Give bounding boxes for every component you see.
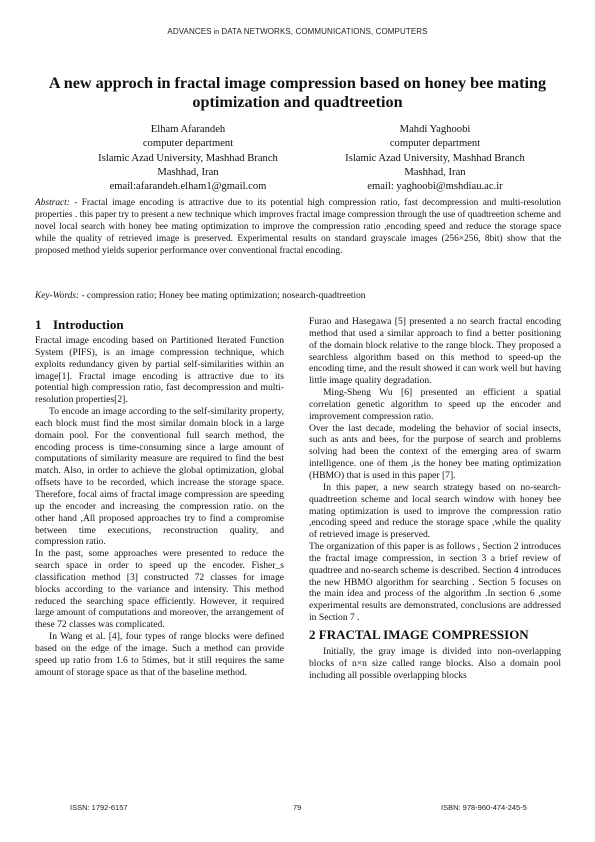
abstract-label: Abstract:: [35, 198, 70, 208]
abstract: [35, 198, 561, 258]
right-column: [309, 316, 561, 681]
keywords-text: - compression ratio; Honey bee mating optimization; nosearch-quadtreetion: [79, 291, 366, 301]
footer-page-number: 79: [293, 803, 302, 812]
paragraph: Over the last decade, modeling the behavior of social insects, such as ants and bees, for the purpose of search and problems solving had been the context of the emerging area of swarm intelligence. one of them ,is the honey bee mating optimization (HBMO) that is used in this paper [7].: [309, 422, 561, 481]
footer-isbn: ISBN: 978-960-474-245-5: [441, 803, 527, 812]
author-block-1: [68, 123, 308, 194]
author-block-2: [315, 123, 555, 194]
author-email: email:afarandeh.elham1@gmail.com: [109, 181, 267, 193]
author-city: Mashhad, Iran: [404, 166, 466, 178]
author-email: email: yaghoobi@mshdiau.ac.ir: [367, 181, 503, 193]
paragraph: In this paper, a new search strategy based on no-search-quadtreetion scheme and local search window with honey bee mating optimization is used to improve the compression ratio ,encoding speed and reduce the storage space ,while the quality of retrieved image is preserved.: [309, 481, 561, 541]
section-heading-introduction: 1 Introduction: [35, 317, 124, 332]
paragraph: To encode an image according to the self-similarity property, each block must find the most similar domain block in a large domain pool. For the conventional full search method, the encoding process is time-consuming since a large amount of computations of similarity measure are required to find the best match. Also, in order to achieve the global optimization, global offsets have to be recorded, which increase the storage space. Therefore, focal aims of fractal image compression are speeding up the encoder and increasing the compression ratio. on the other hand ,All proposed approaches try to find a compromise between time executions, reconstruction quality, and compression ratio.: [35, 406, 284, 548]
author-department: computer department: [389, 138, 481, 150]
author-university: Islamic Azad University, Mashhad Branch: [98, 152, 278, 164]
running-head: ADVANCES in DATA NETWORKS, COMMUNICATIONS, COMPUTERS: [167, 27, 428, 36]
author-name: Elham Afarandeh: [150, 124, 226, 135]
paragraph: Initially, the gray image is divided into non-overlapping blocks of n×n size called range blocks. Also a domain pool including all possible overlapping blocks: [309, 645, 561, 681]
paragraph: The organization of this paper is as follows , Section 2 introduces the fractal image compression, in section 3 a brief review of quadtree and no-search scheme is described. Section 4 introduces the new HBMO algorithm for searching . Section 5 focuses on the main idea and process of the algorithm .In section 6 ,some experimental results are demonstrated, conclusions are addressed in Section 7 .: [309, 541, 561, 624]
section-heading-fractal-image-compression: 2 FRACTAL IMAGE COMPRESSION: [309, 626, 529, 642]
paragraph: Fractal image encoding based on Partitioned Iterated Function System (PIFS), is an image compression technique, which exploits redundancy given by partial self-similarities within an image[1]. Fractal image encoding is attractive due to its potential high compression ratio, fast decompression and multi-resolution properties[2].: [35, 335, 284, 406]
author-university: Islamic Azad University, Mashhad Branch: [345, 152, 525, 164]
footer-issn: ISSN: 1792-6157: [70, 803, 128, 812]
paragraph: Furao and Hasegawa [5] presented a no search fractal encoding method that used a similar approach to find a better positioning of the domain block relative to the range block. They proposed a searchless algorithm based on this method to speed-up the encoding time, and the result showed it can work well but having little image quality degradation.: [309, 316, 561, 387]
paragraph: Ming-Sheng Wu [6] presented an efficient a spatial correlation genetic algorithm to speed up the encoder and improvement compression ratio.: [309, 387, 561, 422]
paragraph: In the past, some approaches were presented to reduce the search space in order to speed up the encoder. Fisher_s classification method [3] constructed 72 classes for image blocks according to the variance and intensity. This method reduced the searching space efficiently. However, it required large amount of computations and moreover, the arrangement of these 72 classes was complicated.: [35, 548, 284, 631]
keywords-label: Key-Words:: [35, 291, 80, 301]
left-column: [35, 316, 284, 678]
abstract-text: - Fractal image encoding is attractive due to its potential high compression ratio, fast decompression and multi-resolution properties . this paper try to present a new technique which improves fractal image compression through the use of quadtreetion scheme and novel local search with honey bee mating optimization to improve the compression ratio ,encoding speed and reduce the storage space while the quality of retrieved image is preserved. Experimental results on standard grayscale images (256×256, 8bit) show that the proposed method yields superior performance over conventional fractal encoding.: [35, 198, 561, 256]
paragraph: In Wang et al. [4], four types of range blocks were defined based on the edge of the image. Such a method can provide speed up ratio from 1.6 to 5times, but it still requires the same amount of storage space as that of the baseline method.: [35, 631, 284, 678]
author-department: computer department: [142, 138, 234, 150]
paper-title: A new approch in fractal image compression based on honey bee mating optimization and quadtreetion: [48, 74, 547, 111]
author-name: Mahdi Yaghoobi: [399, 124, 471, 135]
author-city: Mashhad, Iran: [157, 166, 219, 178]
keywords: [35, 290, 561, 302]
